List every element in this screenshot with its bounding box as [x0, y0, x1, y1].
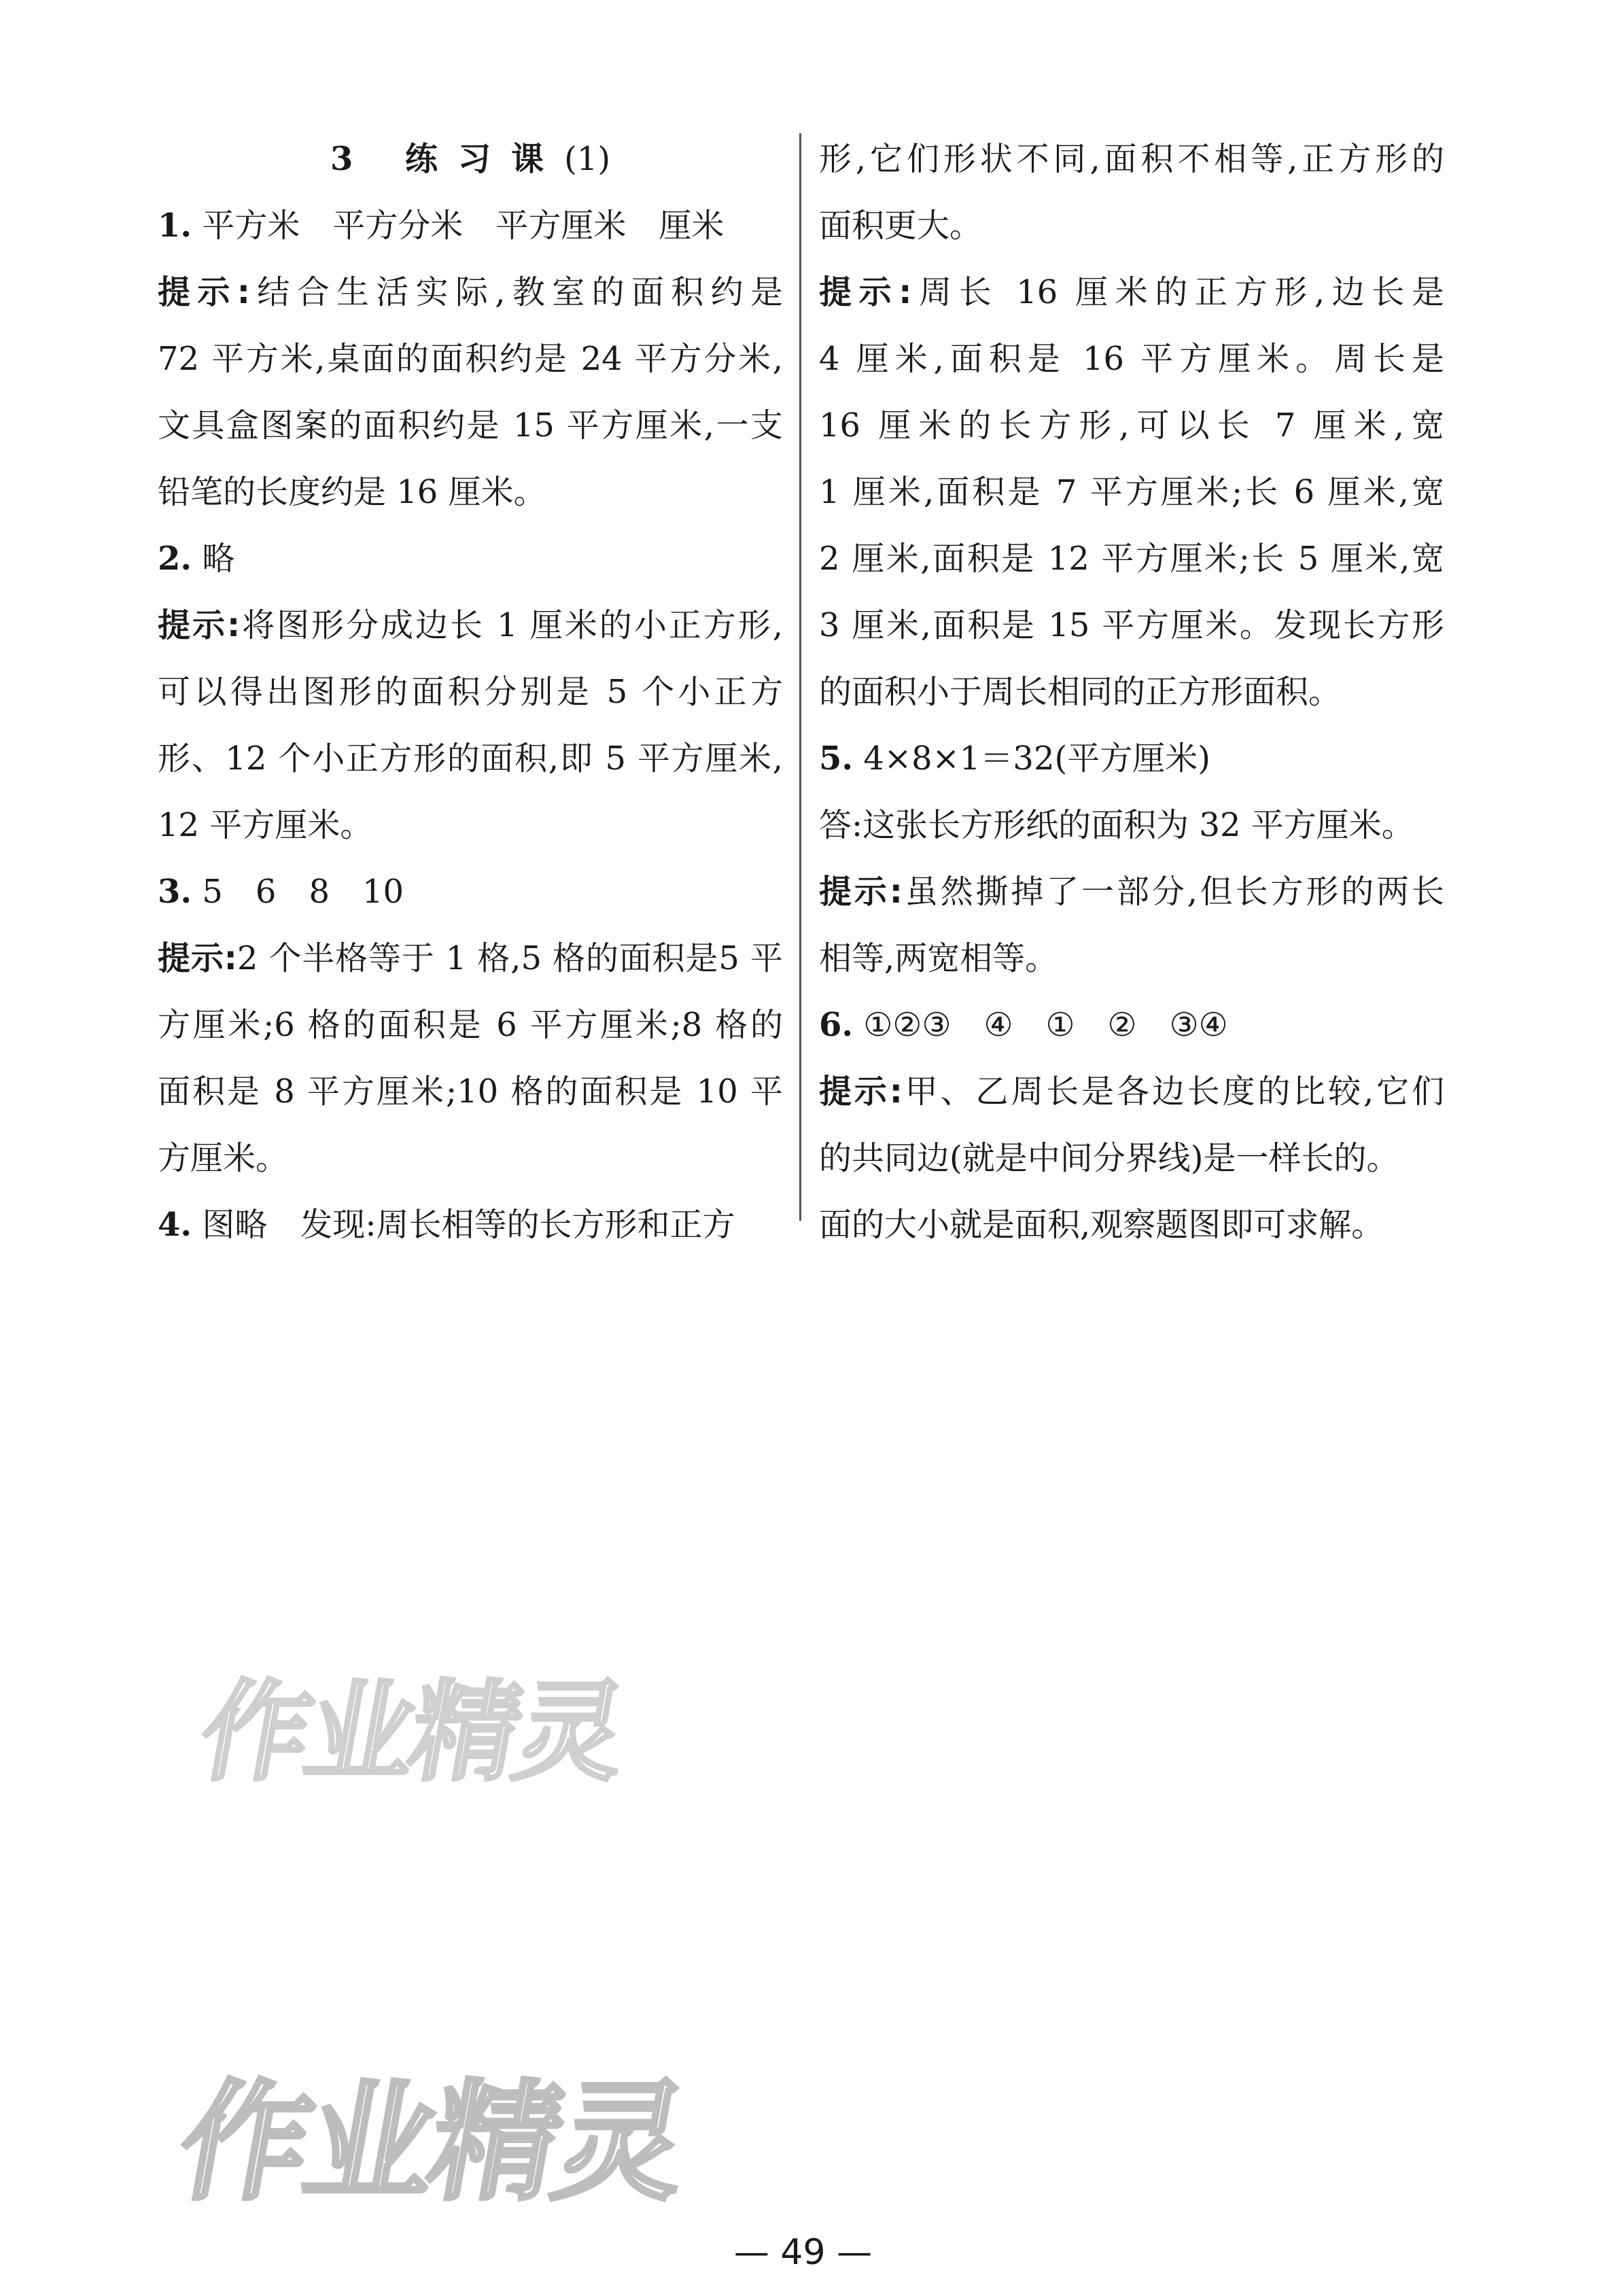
question-5-number: 5. — [819, 740, 854, 778]
question-2-hint-line: 可以得出图形的面积分别是 5 个小正方 — [158, 673, 783, 711]
watermark-logo: 作业精灵 — [191, 1669, 633, 1796]
question-6-number: 6. — [819, 1006, 854, 1044]
question-2-hint-line — [158, 592, 783, 659]
question-3-hint-line: 面积是 8 平方厘米;10 格的面积是 10 平 — [158, 1073, 783, 1111]
question-4-answer: 图略 发现:周长相等的长方形和正方 — [202, 1206, 735, 1244]
section-title — [158, 126, 783, 192]
question-4-hint-line: 4 厘米,面积是 16 平方厘米。周长是 — [819, 340, 1444, 378]
hint-text: 将图形分成边长 1 厘米的小正方形, — [240, 606, 783, 644]
hint-label: 提示: — [819, 273, 912, 311]
question-3-hint-line: 方厘米;6 格的面积是 6 平方厘米;8 格的 — [158, 1006, 783, 1044]
question-4-hint-line: 16 厘米的长方形,可以长 7 厘米,宽 — [819, 406, 1444, 445]
question-1-hint-line: 72 平方米,桌面的面积约是 24 平方分米, — [158, 340, 783, 378]
question-5-formula: 4×8×1＝32(平方厘米) — [863, 740, 1210, 778]
page-number: — 49 — — [733, 2232, 873, 2273]
question-4-hint-line: 3 厘米,面积是 15 平方厘米。发现长方形 — [819, 606, 1444, 644]
question-3 — [158, 858, 783, 925]
hint-label: 提示: — [819, 873, 903, 911]
question-6 — [819, 992, 1444, 1058]
question-1-hint-line — [158, 259, 783, 326]
question-6-hint-line: 面的大小就是面积,观察题图即可求解。 — [819, 1206, 1384, 1244]
question-4 — [158, 1192, 783, 1258]
hint-label: 提示: — [158, 273, 250, 311]
watermark-logo: 作业精灵 — [168, 2068, 695, 2218]
section-title-text: 3 练习课 — [330, 140, 565, 178]
question-4-number: 4. — [158, 1206, 192, 1244]
right-column — [819, 126, 1444, 1258]
question-2-hint-line: 12 平方厘米。 — [158, 806, 373, 844]
question-5-answer: 答:这张长方形纸的面积为 32 平方厘米。 — [819, 806, 1414, 844]
question-2 — [158, 525, 783, 592]
hint-text: 甲、乙周长是各边长度的比较,它们 — [902, 1073, 1444, 1111]
question-4-hint-line — [819, 259, 1444, 326]
question-4-hint-line: 2 厘米,面积是 12 平方厘米;长 5 厘米,宽 — [819, 540, 1444, 578]
question-5-hint-line — [819, 858, 1444, 925]
question-2-answer: 略 — [202, 540, 235, 578]
question-4-hint-line: 的面积小于周长相同的正方形面积。 — [819, 673, 1342, 711]
question-4-continued: 面积更大。 — [819, 207, 983, 245]
question-3-hint-line: 方厘米。 — [158, 1139, 289, 1177]
question-4-continued: 形,它们形状不同,面积不相等,正方形的 — [819, 140, 1444, 178]
question-6-hint-line: 的共同边(就是中间分界线)是一样长的。 — [819, 1139, 1399, 1177]
question-6-hint-line — [819, 1058, 1444, 1125]
question-1-hint-line: 文具盒图案的面积约是 15 平方厘米,一支 — [158, 406, 783, 445]
question-5 — [819, 725, 1444, 792]
question-6-answer: ①②③ ④ ① ② ③④ — [863, 1006, 1228, 1044]
hint-text: 结合生活实际,教室的面积约是 — [249, 273, 783, 311]
question-1-answer: 平方米 平方分米 平方厘米 厘米 — [202, 207, 725, 245]
question-3-hint-line — [158, 925, 783, 992]
hint-text: 周长 16 厘米的正方形,边长是 — [911, 273, 1445, 311]
question-5-hint-line: 相等,两宽相等。 — [819, 939, 1058, 977]
left-column — [158, 126, 783, 1258]
question-4-hint-line: 1 厘米,面积是 7 平方厘米;长 6 厘米,宽 — [819, 473, 1444, 511]
hint-label: 提示: — [158, 939, 237, 977]
question-3-answer: 5 6 8 10 — [202, 873, 404, 911]
hint-label: 提示: — [158, 606, 241, 644]
question-1 — [158, 192, 783, 259]
question-1-hint-line: 铅笔的长度约是 16 厘米。 — [158, 473, 546, 511]
hint-label: 提示: — [819, 1073, 903, 1111]
section-title-paren: (1) — [564, 140, 611, 178]
question-2-number: 2. — [158, 540, 192, 578]
column-divider — [799, 133, 801, 1221]
question-2-hint-line: 形、12 个小正方形的面积,即 5 平方厘米, — [158, 740, 783, 778]
hint-text: 虽然撕掉了一部分,但长方形的两长 — [902, 873, 1444, 911]
question-3-number: 3. — [158, 873, 192, 911]
question-1-number: 1. — [158, 207, 192, 245]
hint-text: 2 个半格等于 1 格,5 格的面积是5 平 — [237, 939, 783, 977]
